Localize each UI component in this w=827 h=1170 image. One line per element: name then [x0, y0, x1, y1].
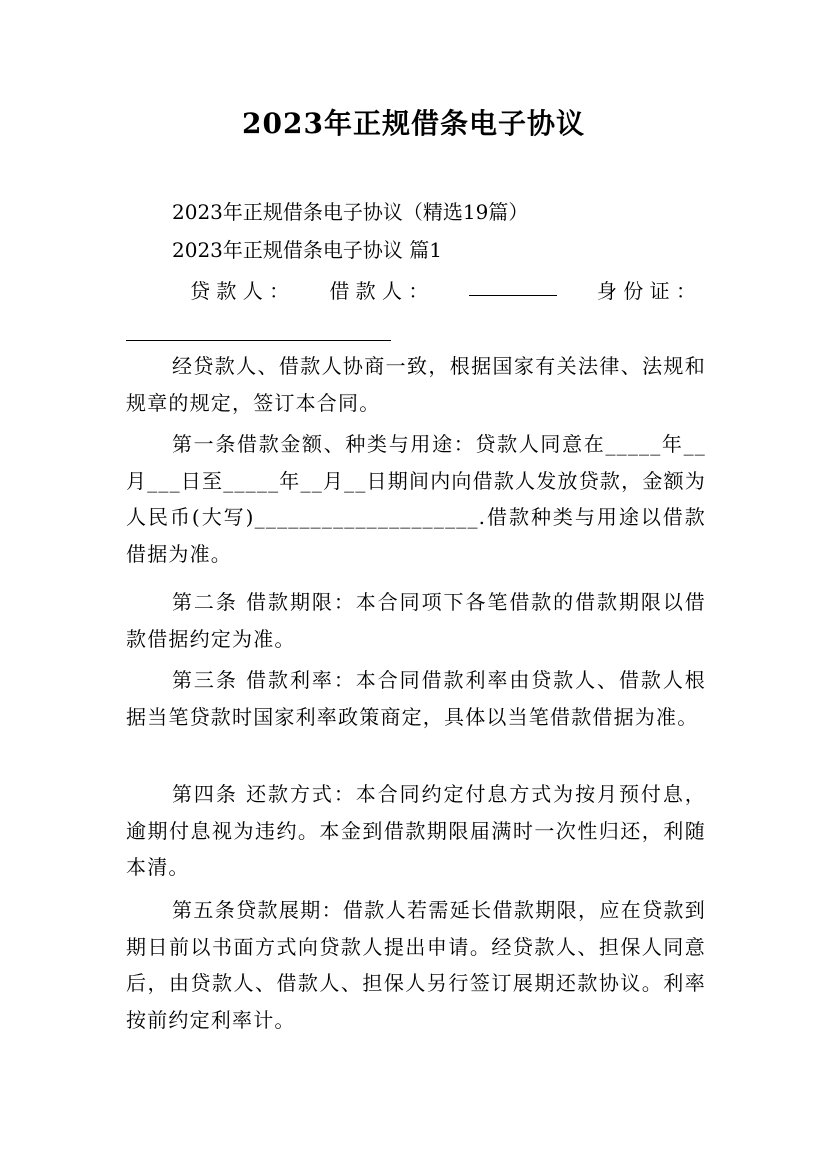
borrower-name-blank — [469, 277, 557, 296]
paragraph-article-5: 第五条贷款展期：借款人若需延长借款期限，应在贷款到期日前以书面方式向贷款人提出申请。经贷款人、担保人同意后，由贷款人、借款人、担保人另行签订展期还款协议。利率按前约定利率计。 — [126, 898, 706, 1032]
paragraph-article-3: 第三条 借款利率：本合同借款利率由贷款人、借款人根据当笔贷款时国家利率政策商定，具体以当笔借款借据为准。 — [126, 668, 706, 729]
paragraph-intro: 经贷款人、借款人协商一致，根据国家有关法律、法规和规章的规定，签订本合同。 — [126, 354, 706, 415]
paragraph-article-4: 第四条 还款方式：本合同约定付息方式为按月预付息，逾期付息视为违约。本金到借款期限届满时一次性归还，利随本清。 — [126, 782, 706, 879]
lender-label: 贷 款 人 ： — [190, 279, 290, 303]
document-title: 2023年正规借条电子协议 — [242, 107, 585, 140]
paragraph-article-1: 第一条借款金额、种类与用途：贷款人同意在_____年__月___日至_____年__月__日期间内向借款人发放贷款，金额为人民币(大写)____________________.借款种类与用途以借款借据为准。 — [126, 432, 706, 566]
document-subtitle: 2023年正规借条电子协议（精选19篇） — [172, 200, 529, 224]
id-label: 身 份 证 ： — [596, 279, 696, 303]
borrower-label: 借 款 人 ： — [329, 279, 429, 303]
parties-block — [126, 277, 696, 348]
paragraph-article-2: 第二条 借款期限：本合同项下各笔借款的借款期限以借款借据约定为准。 — [126, 590, 706, 651]
section-heading: 2023年正规借条电子协议 篇1 — [172, 238, 442, 262]
id-number-blank — [126, 322, 391, 341]
